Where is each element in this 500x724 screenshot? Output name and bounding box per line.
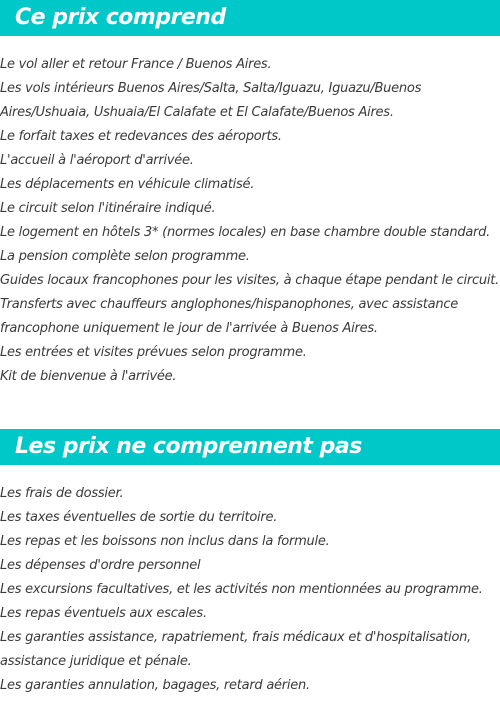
excluded-item: Les repas éventuels aux escales. [0, 606, 207, 621]
included-item: L'accueil à l'aéroport d'arrivée. [0, 153, 194, 168]
excluded-header [0, 429, 500, 465]
included-item: Le forfait taxes et redevances des aéroports. [0, 129, 282, 144]
excluded-item: Les garanties assistance, rapatriement, frais médicaux et d'hospitalisation, assistance juridique et pénale. [0, 630, 472, 669]
included-item: Les vols intérieurs Buenos Aires/Salta, Salta/Iguazu, Iguazu/Buenos Aires/Ushuaia, Ushuaia/El Calafate et El Calafate/Buenos Aires. [0, 81, 422, 120]
included-item: La pension complète selon programme. [0, 249, 250, 264]
excluded-title: Les prix ne comprennent pas [15, 434, 362, 459]
excluded-list [0, 465, 500, 698]
excluded-item: Les excursions facultatives, et les activités non mentionnées au programme. [0, 582, 483, 597]
included-list [0, 36, 500, 389]
included-title: Ce prix comprend [15, 5, 226, 30]
excluded-item: Les repas et les boissons non inclus dans la formule. [0, 534, 330, 549]
included-item: Le logement en hôtels 3* (normes locales) en base chambre double standard. [0, 225, 491, 240]
excluded-item: Les garanties annulation, bagages, retard aérien. [0, 678, 310, 693]
excluded-item: Les taxes éventuelles de sortie du territoire. [0, 510, 278, 525]
included-item: Guides locaux francophones pour les visites, à chaque étape pendant le circuit. [0, 273, 499, 288]
excluded-item: Les dépenses d'ordre personnel [0, 558, 201, 573]
excluded-section [0, 429, 500, 698]
included-item: Les déplacements en véhicule climatisé. [0, 177, 255, 192]
included-item: Kit de bienvenue à l'arrivée. [0, 369, 177, 384]
excluded-item: Les frais de dossier. [0, 486, 124, 501]
included-item: Transferts avec chauffeurs anglophones/hispanophones, avec assistance francophone uniquement le jour de l'arrivée à Buenos Aires. [0, 297, 458, 336]
included-item: Le circuit selon l'itinéraire indiqué. [0, 201, 216, 216]
included-item: Les entrées et visites prévues selon programme. [0, 345, 307, 360]
included-item: Le vol aller et retour France / Buenos Aires. [0, 57, 272, 72]
included-header [0, 0, 500, 36]
